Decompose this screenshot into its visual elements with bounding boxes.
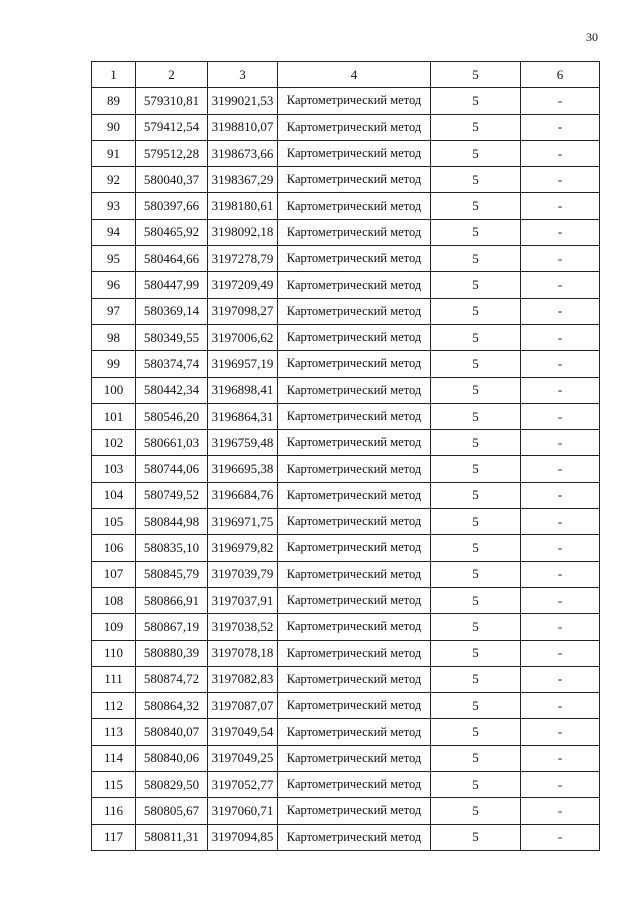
- method-cell: Картометрический метод: [278, 640, 431, 666]
- note-cell: -: [521, 561, 600, 587]
- note-cell: -: [521, 587, 600, 613]
- note-cell: -: [521, 272, 600, 298]
- y-coordinate-cell: 3196957,19: [208, 351, 278, 377]
- table-row: [92, 587, 600, 613]
- x-coordinate-cell: 580661,03: [136, 430, 208, 456]
- note-cell: -: [521, 509, 600, 535]
- point-number-cell: 106: [92, 535, 136, 561]
- table-row: [92, 403, 600, 429]
- accuracy-cell: 5: [431, 167, 521, 193]
- y-coordinate-cell: 3198673,66: [208, 140, 278, 166]
- point-number-cell: 93: [92, 193, 136, 219]
- method-cell: Картометрический метод: [278, 719, 431, 745]
- x-coordinate-cell: 580867,19: [136, 614, 208, 640]
- y-coordinate-cell: 3197049,54: [208, 719, 278, 745]
- point-number-cell: 108: [92, 587, 136, 613]
- method-cell: Картометрический метод: [278, 377, 431, 403]
- note-cell: -: [521, 298, 600, 324]
- x-coordinate-cell: 580864,32: [136, 693, 208, 719]
- x-coordinate-cell: 580465,92: [136, 219, 208, 245]
- header-cell-col2: 2: [136, 62, 208, 88]
- table-row: [92, 430, 600, 456]
- table-row: [92, 88, 600, 114]
- y-coordinate-cell: 3196979,82: [208, 535, 278, 561]
- note-cell: -: [521, 430, 600, 456]
- point-number-cell: 90: [92, 114, 136, 140]
- y-coordinate-cell: 3199021,53: [208, 88, 278, 114]
- point-number-cell: 89: [92, 88, 136, 114]
- x-coordinate-cell: 580829,50: [136, 772, 208, 798]
- x-coordinate-cell: 579310,81: [136, 88, 208, 114]
- accuracy-cell: 5: [431, 482, 521, 508]
- accuracy-cell: 5: [431, 587, 521, 613]
- point-number-cell: 109: [92, 614, 136, 640]
- method-cell: Картометрический метод: [278, 798, 431, 824]
- note-cell: -: [521, 745, 600, 771]
- note-cell: -: [521, 219, 600, 245]
- table-row: [92, 482, 600, 508]
- note-cell: -: [521, 824, 600, 850]
- point-number-cell: 103: [92, 456, 136, 482]
- method-cell: Картометрический метод: [278, 298, 431, 324]
- x-coordinate-cell: 580374,74: [136, 351, 208, 377]
- method-cell: Картометрический метод: [278, 666, 431, 692]
- point-number-cell: 114: [92, 745, 136, 771]
- point-number-cell: 101: [92, 403, 136, 429]
- table-row: [92, 114, 600, 140]
- accuracy-cell: 5: [431, 324, 521, 350]
- point-number-cell: 95: [92, 246, 136, 272]
- accuracy-cell: 5: [431, 377, 521, 403]
- note-cell: -: [521, 614, 600, 640]
- method-cell: Картометрический метод: [278, 535, 431, 561]
- table-row: [92, 324, 600, 350]
- x-coordinate-cell: 580840,07: [136, 719, 208, 745]
- note-cell: -: [521, 772, 600, 798]
- table-row: [92, 298, 600, 324]
- note-cell: -: [521, 482, 600, 508]
- x-coordinate-cell: 580866,91: [136, 587, 208, 613]
- table-header: [92, 62, 600, 88]
- note-cell: -: [521, 456, 600, 482]
- y-coordinate-cell: 3197039,79: [208, 561, 278, 587]
- y-coordinate-cell: 3196759,48: [208, 430, 278, 456]
- point-number-cell: 99: [92, 351, 136, 377]
- point-number-cell: 112: [92, 693, 136, 719]
- note-cell: -: [521, 798, 600, 824]
- table-row: [92, 824, 600, 850]
- method-cell: Картометрический метод: [278, 745, 431, 771]
- y-coordinate-cell: 3197098,27: [208, 298, 278, 324]
- y-coordinate-cell: 3197052,77: [208, 772, 278, 798]
- table-row: [92, 798, 600, 824]
- point-number-cell: 113: [92, 719, 136, 745]
- header-cell-col4: 4: [278, 62, 431, 88]
- page-number: 30: [586, 30, 598, 44]
- accuracy-cell: 5: [431, 140, 521, 166]
- table-row: [92, 377, 600, 403]
- accuracy-cell: 5: [431, 666, 521, 692]
- x-coordinate-cell: 580442,34: [136, 377, 208, 403]
- accuracy-cell: 5: [431, 745, 521, 771]
- accuracy-cell: 5: [431, 509, 521, 535]
- accuracy-cell: 5: [431, 298, 521, 324]
- y-coordinate-cell: 3198367,29: [208, 167, 278, 193]
- point-number-cell: 105: [92, 509, 136, 535]
- point-number-cell: 116: [92, 798, 136, 824]
- table-row: [92, 272, 600, 298]
- x-coordinate-cell: 579512,28: [136, 140, 208, 166]
- table-row: [92, 167, 600, 193]
- note-cell: -: [521, 640, 600, 666]
- method-cell: Картометрический метод: [278, 614, 431, 640]
- accuracy-cell: 5: [431, 824, 521, 850]
- method-cell: Картометрический метод: [278, 140, 431, 166]
- table-row: [92, 693, 600, 719]
- point-number-cell: 94: [92, 219, 136, 245]
- note-cell: -: [521, 666, 600, 692]
- y-coordinate-cell: 3197209,49: [208, 272, 278, 298]
- method-cell: Картометрический метод: [278, 167, 431, 193]
- method-cell: Картометрический метод: [278, 272, 431, 298]
- accuracy-cell: 5: [431, 798, 521, 824]
- table-row: [92, 640, 600, 666]
- point-number-cell: 111: [92, 666, 136, 692]
- accuracy-cell: 5: [431, 219, 521, 245]
- accuracy-cell: 5: [431, 88, 521, 114]
- method-cell: Картометрический метод: [278, 403, 431, 429]
- point-number-cell: 117: [92, 824, 136, 850]
- accuracy-cell: 5: [431, 246, 521, 272]
- method-cell: Картометрический метод: [278, 561, 431, 587]
- point-number-cell: 97: [92, 298, 136, 324]
- note-cell: -: [521, 140, 600, 166]
- table-row: [92, 719, 600, 745]
- note-cell: -: [521, 246, 600, 272]
- method-cell: Картометрический метод: [278, 193, 431, 219]
- method-cell: Картометрический метод: [278, 693, 431, 719]
- x-coordinate-cell: 580369,14: [136, 298, 208, 324]
- table-row: [92, 193, 600, 219]
- note-cell: -: [521, 377, 600, 403]
- x-coordinate-cell: 580744,06: [136, 456, 208, 482]
- note-cell: -: [521, 535, 600, 561]
- method-cell: Картометрический метод: [278, 324, 431, 350]
- x-coordinate-cell: 580349,55: [136, 324, 208, 350]
- table-row: [92, 535, 600, 561]
- x-coordinate-cell: 580844,98: [136, 509, 208, 535]
- table-row: [92, 666, 600, 692]
- x-coordinate-cell: 580880,39: [136, 640, 208, 666]
- header-cell-col3: 3: [208, 62, 278, 88]
- x-coordinate-cell: 580397,66: [136, 193, 208, 219]
- point-number-cell: 98: [92, 324, 136, 350]
- table-row: [92, 614, 600, 640]
- table-row: [92, 456, 600, 482]
- table-row: [92, 745, 600, 771]
- header-cell-col6: 6: [521, 62, 600, 88]
- y-coordinate-cell: 3197006,62: [208, 324, 278, 350]
- note-cell: -: [521, 88, 600, 114]
- point-number-cell: 115: [92, 772, 136, 798]
- method-cell: Картометрический метод: [278, 587, 431, 613]
- y-coordinate-cell: 3196864,31: [208, 403, 278, 429]
- y-coordinate-cell: 3196971,75: [208, 509, 278, 535]
- note-cell: -: [521, 193, 600, 219]
- point-number-cell: 91: [92, 140, 136, 166]
- table-row: [92, 140, 600, 166]
- y-coordinate-cell: 3196695,38: [208, 456, 278, 482]
- x-coordinate-cell: 580464,66: [136, 246, 208, 272]
- x-coordinate-cell: 580749,52: [136, 482, 208, 508]
- note-cell: -: [521, 167, 600, 193]
- y-coordinate-cell: 3197049,25: [208, 745, 278, 771]
- accuracy-cell: 5: [431, 719, 521, 745]
- method-cell: Картометрический метод: [278, 509, 431, 535]
- x-coordinate-cell: 580040,37: [136, 167, 208, 193]
- point-number-cell: 96: [92, 272, 136, 298]
- y-coordinate-cell: 3197037,91: [208, 587, 278, 613]
- y-coordinate-cell: 3198092,18: [208, 219, 278, 245]
- y-coordinate-cell: 3198810,07: [208, 114, 278, 140]
- accuracy-cell: 5: [431, 561, 521, 587]
- x-coordinate-cell: 580874,72: [136, 666, 208, 692]
- header-cell-col1: 1: [92, 62, 136, 88]
- note-cell: -: [521, 324, 600, 350]
- method-cell: Картометрический метод: [278, 824, 431, 850]
- method-cell: Картометрический метод: [278, 456, 431, 482]
- accuracy-cell: 5: [431, 693, 521, 719]
- note-cell: -: [521, 719, 600, 745]
- accuracy-cell: 5: [431, 614, 521, 640]
- point-number-cell: 102: [92, 430, 136, 456]
- x-coordinate-cell: 580845,79: [136, 561, 208, 587]
- method-cell: Картометрический метод: [278, 246, 431, 272]
- point-number-cell: 110: [92, 640, 136, 666]
- x-coordinate-cell: 580811,31: [136, 824, 208, 850]
- method-cell: Картометрический метод: [278, 482, 431, 508]
- accuracy-cell: 5: [431, 430, 521, 456]
- x-coordinate-cell: 580805,67: [136, 798, 208, 824]
- accuracy-cell: 5: [431, 351, 521, 377]
- note-cell: -: [521, 351, 600, 377]
- x-coordinate-cell: 580840,06: [136, 745, 208, 771]
- x-coordinate-cell: 580546,20: [136, 403, 208, 429]
- accuracy-cell: 5: [431, 640, 521, 666]
- note-cell: -: [521, 693, 600, 719]
- x-coordinate-cell: 580447,99: [136, 272, 208, 298]
- accuracy-cell: 5: [431, 772, 521, 798]
- y-coordinate-cell: 3197038,52: [208, 614, 278, 640]
- table-row: [92, 351, 600, 377]
- x-coordinate-cell: 579412,54: [136, 114, 208, 140]
- point-number-cell: 92: [92, 167, 136, 193]
- table-row: [92, 772, 600, 798]
- y-coordinate-cell: 3197094,85: [208, 824, 278, 850]
- accuracy-cell: 5: [431, 403, 521, 429]
- table-row: [92, 246, 600, 272]
- accuracy-cell: 5: [431, 272, 521, 298]
- table-body: [92, 88, 600, 851]
- point-number-cell: 104: [92, 482, 136, 508]
- x-coordinate-cell: 580835,10: [136, 535, 208, 561]
- note-cell: -: [521, 114, 600, 140]
- header-row: [92, 62, 600, 88]
- coordinates-table: [91, 61, 600, 851]
- y-coordinate-cell: 3196684,76: [208, 482, 278, 508]
- y-coordinate-cell: 3197087,07: [208, 693, 278, 719]
- y-coordinate-cell: 3197078,18: [208, 640, 278, 666]
- header-cell-col5: 5: [431, 62, 521, 88]
- table-row: [92, 219, 600, 245]
- y-coordinate-cell: 3198180,61: [208, 193, 278, 219]
- method-cell: Картометрический метод: [278, 772, 431, 798]
- y-coordinate-cell: 3196898,41: [208, 377, 278, 403]
- y-coordinate-cell: 3197278,79: [208, 246, 278, 272]
- accuracy-cell: 5: [431, 535, 521, 561]
- method-cell: Картометрический метод: [278, 351, 431, 377]
- point-number-cell: 107: [92, 561, 136, 587]
- table-row: [92, 561, 600, 587]
- accuracy-cell: 5: [431, 114, 521, 140]
- note-cell: -: [521, 403, 600, 429]
- method-cell: Картометрический метод: [278, 219, 431, 245]
- accuracy-cell: 5: [431, 193, 521, 219]
- method-cell: Картометрический метод: [278, 88, 431, 114]
- method-cell: Картометрический метод: [278, 114, 431, 140]
- method-cell: Картометрический метод: [278, 430, 431, 456]
- table-row: [92, 509, 600, 535]
- point-number-cell: 100: [92, 377, 136, 403]
- y-coordinate-cell: 3197060,71: [208, 798, 278, 824]
- accuracy-cell: 5: [431, 456, 521, 482]
- y-coordinate-cell: 3197082,83: [208, 666, 278, 692]
